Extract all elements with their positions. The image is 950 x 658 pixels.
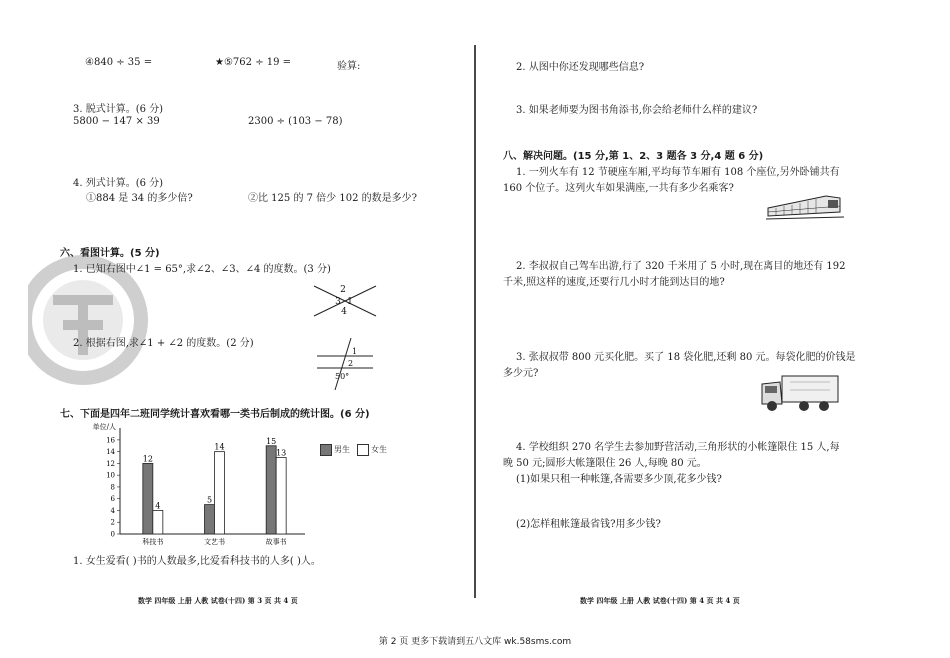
footer-right: 数学 四年级 上册 人教 试卷(十四) 第 4 页 共 4 页 <box>580 596 740 605</box>
y-tick-label: 14 <box>106 448 115 457</box>
truck-image <box>760 370 842 415</box>
bar-value-label: 14 <box>214 442 225 452</box>
x-category-label: 科技书 <box>142 538 164 546</box>
bar-girls <box>215 452 225 534</box>
sec6-q1: 1. 已知右图中∠1 = 65°,求∠2、∠3、∠4 的度数。(3 分) <box>73 264 331 275</box>
q2-findings: 2. 从图中你还发现哪些信息? <box>516 62 645 73</box>
sec6-q2: 2. 根据右图,求∠1 + ∠2 的度数。(2 分) <box>73 338 254 349</box>
problem-4-line2: 晚 50 元;圆形大帐篷限住 26 人,每晚 80 元。 <box>503 458 707 469</box>
problem-1-line1: 1. 一列火车有 12 节硬座车厢,平均每节车厢有 108 个座位,另外卧铺共有 <box>516 167 840 178</box>
section-7-title: 七、下面是四年二班同学统计喜欢看哪一类书后制成的统计图。(6 分) <box>60 409 370 420</box>
problem-1-line2: 160 个位子。这列火车如果满座,一共有多少名乘客? <box>503 183 734 194</box>
y-tick-label: 10 <box>106 471 115 480</box>
q3-title: 3. 脱式计算。(6 分) <box>73 104 164 115</box>
y-tick-label: 6 <box>110 495 115 504</box>
x-category-label: 故事书 <box>265 538 287 546</box>
y-tick-label: 12 <box>106 459 115 468</box>
book-preference-bar-chart <box>78 420 318 550</box>
angle-label: 2 <box>340 285 346 295</box>
problem-3-line1: 3. 张叔叔带 800 元买化肥。买了 18 袋化肥,还剩 80 元。每袋化肥的价钱是 <box>516 352 856 363</box>
legend-label-boys: 男生 <box>334 445 350 454</box>
sec7-q1: 1. 女生爱看( )书的人数最多,比爱看科技书的人多( )人。 <box>73 556 321 567</box>
q3-expr-b: 2300 ÷ (103 − 78) <box>248 116 343 127</box>
x-category-label: 文艺书 <box>204 538 225 546</box>
problem-4: ④840 ÷ 35 = <box>85 57 153 68</box>
problem-3-line2: 多少元? <box>503 368 539 379</box>
angle-label: 1 <box>347 297 353 307</box>
page-divider <box>474 45 476 598</box>
bar-girls <box>276 458 286 534</box>
footer-left: 数学 四年级 上册 人教 试卷(十四) 第 3 页 共 4 页 <box>138 596 298 605</box>
train-image <box>766 188 844 222</box>
q3-expr-a: 5800 − 147 × 39 <box>73 116 160 127</box>
problem-2-line2: 千米,照这样的速度,还要行几小时才能到达目的地? <box>503 277 725 288</box>
problem-2-line1: 2. 李叔叔自己驾车出游,行了 320 千米用了 5 小时,现在离目的地还有 192 <box>516 261 846 272</box>
section-8-title: 八、解决问题。(15 分,第 1、2、3 题各 3 分,4 题 6 分) <box>503 151 764 162</box>
q4-a: ①884 是 34 的多少倍? <box>86 193 193 204</box>
angle-figure-2 <box>315 336 375 392</box>
y-axis-label: 单位/人 <box>92 423 116 431</box>
bar-value-label: 13 <box>276 448 287 458</box>
bar-value-label: 4 <box>155 501 161 511</box>
bar-boys <box>266 446 276 534</box>
check-label: 验算: <box>337 61 361 72</box>
bar-boys <box>143 463 153 534</box>
angle-figure-1 <box>310 280 380 322</box>
y-tick-label: 4 <box>110 506 115 515</box>
y-tick-label: 16 <box>106 436 115 445</box>
bar-value-label: 5 <box>206 495 213 505</box>
problem-4-line1: 4. 学校组织 270 名学生去参加野营活动,三角形状的小帐篷限住 15 人,每 <box>516 442 840 453</box>
angle-label: 3 <box>335 297 341 307</box>
legend-swatch-girls <box>357 444 369 456</box>
q3-suggestion: 3. 如果老师要为图书角添书,你会给老师什么样的建议? <box>516 105 758 116</box>
problem-5: ★⑤762 ÷ 19 = <box>215 57 292 68</box>
q4-title: 4. 列式计算。(6 分) <box>73 178 164 189</box>
problem-4-sub2: (2)怎样租帐篷最省钱?用多少钱? <box>516 519 661 530</box>
bar-value-label: 12 <box>142 454 153 464</box>
y-tick-label: 8 <box>110 483 115 492</box>
bar-girls <box>153 510 163 534</box>
angle-label: 2 <box>348 359 354 368</box>
bar-boys <box>205 505 215 534</box>
angle-label: 4 <box>341 307 347 317</box>
angle-label: 50° <box>335 372 350 381</box>
angle-label: 1 <box>352 347 358 356</box>
download-note: 第 2 页 更多下载请到五八文库 wk.58sms.com <box>378 637 572 647</box>
y-tick-label: 0 <box>110 530 115 539</box>
y-tick-label: 2 <box>110 518 115 527</box>
section-6-title: 六、看图计算。(5 分) <box>60 248 160 259</box>
q4-b: ②比 125 的 7 倍少 102 的数是多少? <box>248 193 417 204</box>
bar-value-label: 15 <box>266 436 277 446</box>
problem-4-sub1: (1)如果只租一种帐篷,各需要多少顶,花多少钱? <box>516 474 722 485</box>
legend-label-girls: 女生 <box>371 445 387 454</box>
legend-swatch-boys <box>320 444 332 456</box>
